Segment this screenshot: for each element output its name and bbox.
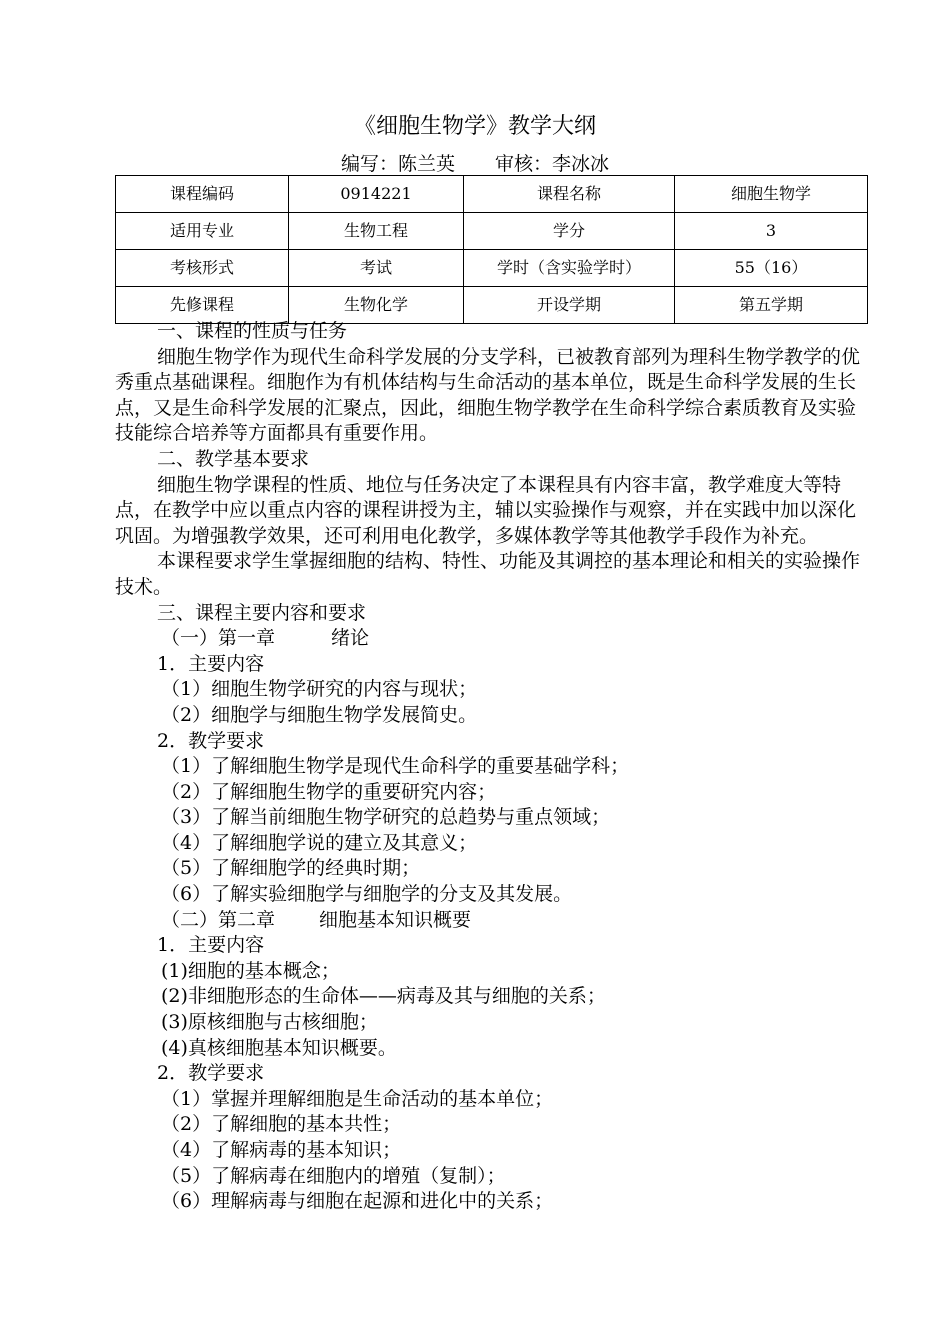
list-item: （5）了解病毒在细胞内的增殖（复制）；: [161, 1164, 506, 1187]
table-cell: 课程编码: [116, 176, 289, 213]
list-item: （6）理解病毒与细胞在起源和进化中的关系；: [161, 1190, 554, 1213]
table-cell: 55（16）: [675, 250, 868, 287]
syllabus-body: [115, 319, 867, 1215]
subsection-heading: 2．教学要求: [157, 1062, 265, 1085]
subsection-heading: 1．主要内容: [157, 934, 265, 957]
table-cell: 生物工程: [289, 213, 464, 250]
reviewer-label: 审核：李冰冰: [495, 153, 610, 175]
list-item: （6）了解实验细胞学与细胞学的分支及其发展。: [161, 883, 573, 906]
table-cell: 考核形式: [116, 250, 289, 287]
table-row: [116, 287, 868, 324]
table-cell: 学时（含实验学时）: [464, 250, 675, 287]
list-item: (4)真核细胞基本知识概要。: [161, 1036, 397, 1059]
table-row: [116, 213, 868, 250]
chapter-name: 绪论: [331, 627, 370, 650]
paragraph: 细胞生物学作为现代生命科学发展的分支学科，已被教育部列为理科生物学教学的优秀重点基础课程。细胞作为有机体结构与生命活动的基本单位，既是生命科学发展的生长点，又是生命科学发展的汇聚点，因此，细胞生物学教学在生命科学综合素质教育及实验技能综合培养等方面都具有重要作用。: [115, 345, 861, 445]
table-cell: 细胞生物学: [675, 176, 868, 213]
list-item: （5）了解细胞学的经典时期；: [161, 857, 421, 880]
author-line: [0, 152, 950, 176]
list-item: （4）了解病毒的基本知识；: [161, 1139, 402, 1161]
subsection-heading: 1．主要内容: [157, 652, 265, 675]
chapter-label: （二）第二章: [161, 908, 276, 931]
list-item: （2）了解细胞的基本共性；: [161, 1113, 402, 1136]
section-heading: 二、教学基本要求: [157, 447, 310, 470]
subsection-heading: 2．教学要求: [157, 729, 265, 752]
chapter-heading: [115, 626, 867, 652]
table-cell: 考试: [289, 250, 464, 287]
table-cell: 课程名称: [464, 176, 675, 213]
table-row: [116, 250, 868, 287]
document-title: 《细胞生物学》教学大纲: [353, 114, 596, 139]
list-item: （1）了解细胞生物学是现代生命科学的重要基础学科；: [161, 755, 630, 778]
section-heading: 一、课程的性质与任务: [157, 320, 348, 342]
chapter-label: （一）第一章: [161, 627, 276, 650]
table-cell: 适用专业: [116, 213, 289, 250]
table-cell: 学分: [464, 213, 675, 250]
table-cell: 3: [675, 213, 868, 250]
course-info-table: [115, 175, 868, 324]
table-cell: 开设学期: [464, 287, 675, 324]
list-item: （2）细胞学与细胞生物学发展简史。: [161, 703, 478, 726]
table-row: [116, 176, 868, 213]
list-item: （3）了解当前细胞生物学研究的总趋势与重点领域；: [161, 806, 611, 829]
chapter-heading: [115, 908, 867, 934]
list-item: (1)细胞的基本概念；: [161, 959, 340, 982]
list-item: （4）了解细胞学说的建立及其意义；: [161, 831, 478, 854]
paragraph: 细胞生物学课程的性质、地位与任务决定了本课程具有内容丰富，教学难度大等特点，在教学中应以重点内容的课程讲授为主，辅以实验操作与观察，并在实践中加以深化巩固。为增强教学效果，还可利用电化教学，多媒体教学等其他教学手段作为补充。: [115, 473, 857, 547]
table-cell: 先修课程: [116, 287, 289, 324]
table-cell: 第五学期: [675, 287, 868, 324]
table-cell: 0914221: [289, 176, 464, 213]
list-item: (2)非细胞形态的生命体——病毒及其与细胞的关系；: [161, 985, 606, 1008]
section-heading: 三、课程主要内容和要求: [157, 601, 367, 624]
paragraph: 本课程要求学生掌握细胞的结构、特性、功能及其调控的基本理论和相关的实验操作技术。: [115, 550, 861, 598]
list-item: （1）细胞生物学研究的内容与现状；: [161, 678, 478, 701]
author-label: 编写：陈兰英: [340, 153, 455, 175]
chapter-name: 细胞基本知识概要: [319, 908, 472, 931]
list-item: （2）了解细胞生物学的重要研究内容；: [161, 780, 497, 803]
table-cell: 生物化学: [289, 287, 464, 324]
list-item: (3)原核细胞与古核细胞；: [161, 1011, 378, 1034]
list-item: （1）掌握并理解细胞是生命活动的基本单位；: [161, 1087, 554, 1110]
